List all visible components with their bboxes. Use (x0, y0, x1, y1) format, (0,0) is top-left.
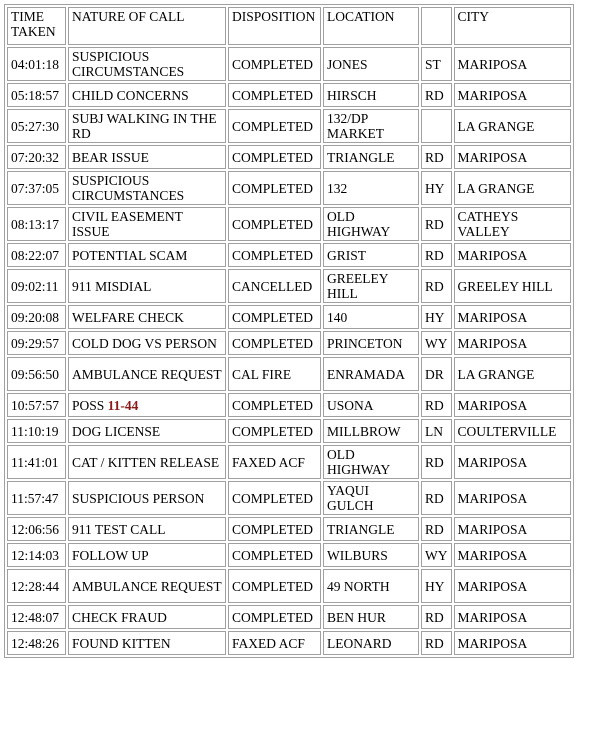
cell-disposition (228, 47, 321, 81)
cell-nature (68, 243, 226, 267)
cell-location-text: GRIST (327, 247, 367, 263)
cell-location (323, 243, 419, 267)
cell-city-text: MARIPOSA (457, 578, 528, 594)
cell-suffix (421, 445, 452, 479)
cell-disposition (228, 543, 321, 567)
cell-suffix-text: RD (425, 397, 444, 413)
cell-time-text: 11:41:01 (11, 454, 59, 470)
cell-suffix-text: HY (425, 578, 445, 594)
cell-suffix-text: RD (425, 87, 444, 103)
cell-nature (68, 331, 226, 355)
cell-time-text: 11:57:47 (11, 490, 59, 506)
table-row (7, 419, 571, 443)
cell-nature-text: AMBULANCE REQUEST (72, 578, 222, 594)
header-nature: NATURE OF CALL (68, 7, 226, 45)
cell-nature-text: CHILD CONCERNS (72, 87, 189, 103)
cell-nature-text: CAT / KITTEN RELEASE (72, 454, 220, 470)
cell-nature (68, 543, 226, 567)
cell-city (454, 631, 571, 655)
cell-nature-text: POSS (72, 397, 108, 413)
cell-time (7, 419, 66, 443)
cell-disposition (228, 243, 321, 267)
cell-disposition (228, 207, 321, 241)
cell-time (7, 569, 66, 603)
cell-suffix-text: WY (425, 335, 448, 351)
cell-suffix-text: RD (425, 635, 444, 651)
cell-city-text: MARIPOSA (457, 56, 528, 72)
cell-location-text: USONA (327, 397, 374, 413)
cell-time (7, 481, 66, 515)
cell-time (7, 305, 66, 329)
cell-city (454, 481, 571, 515)
call-log (4, 4, 574, 658)
cell-location-text: TRIANGLE (327, 149, 395, 165)
cell-nature (68, 419, 226, 443)
cell-location (323, 419, 419, 443)
cell-suffix (421, 145, 452, 169)
call-code: 11-44 (107, 397, 139, 413)
cell-nature (68, 269, 226, 303)
cell-time-text: 07:37:05 (11, 180, 60, 196)
cell-time-text: 12:48:26 (11, 635, 60, 651)
cell-time (7, 243, 66, 267)
cell-nature (68, 357, 226, 391)
table-row (7, 145, 571, 169)
cell-time (7, 631, 66, 655)
cell-nature (68, 517, 226, 541)
cell-time (7, 357, 66, 391)
cell-time (7, 445, 66, 479)
cell-city-text: MARIPOSA (457, 335, 528, 351)
header-disposition: DISPOSITION (228, 7, 321, 45)
cell-suffix (421, 331, 452, 355)
header-suffix (421, 7, 452, 45)
cell-disposition-text: COMPLETED (232, 397, 313, 413)
cell-location (323, 393, 419, 417)
table-row (7, 269, 571, 303)
cell-location-text: BEN HUR (327, 609, 386, 625)
cell-disposition (228, 145, 321, 169)
cell-location-text: 132/DP MARKET (327, 111, 384, 141)
cell-nature (68, 207, 226, 241)
cell-suffix (421, 419, 452, 443)
cell-location-text: LEONARD (327, 635, 392, 651)
table-row (7, 305, 571, 329)
cell-nature-text: SUSPICIOUS PERSON (72, 490, 205, 506)
cell-disposition-text: COMPLETED (232, 335, 313, 351)
cell-nature-text: CHECK FRAUD (72, 609, 167, 625)
table-row (7, 631, 571, 655)
cell-nature-text: POTENTIAL SCAM (72, 247, 188, 263)
cell-time-text: 04:01:18 (11, 56, 60, 72)
cell-time (7, 207, 66, 241)
cell-disposition (228, 569, 321, 603)
cell-disposition-text: COMPLETED (232, 180, 313, 196)
cell-time (7, 543, 66, 567)
cell-location-text: JONES (327, 56, 368, 72)
cell-location-text: OLD HIGHWAY (327, 209, 391, 239)
cell-nature-text: AMBULANCE REQUEST (72, 366, 222, 382)
cell-time-text: 08:22:07 (11, 247, 60, 263)
cell-city (454, 207, 571, 241)
cell-city (454, 331, 571, 355)
table-row (7, 243, 571, 267)
cell-suffix-text: DR (425, 366, 444, 382)
cell-disposition-text: COMPLETED (232, 309, 313, 325)
cell-time (7, 393, 66, 417)
cell-city-text: MARIPOSA (457, 309, 528, 325)
table-row (7, 569, 571, 603)
cell-time (7, 517, 66, 541)
cell-city (454, 605, 571, 629)
cell-disposition (228, 109, 321, 143)
header-time: TIME TAKEN (7, 7, 66, 45)
cell-disposition-text: CANCELLED (232, 278, 313, 294)
cell-location (323, 445, 419, 479)
cell-time-text: 05:18:57 (11, 87, 60, 103)
cell-suffix (421, 243, 452, 267)
cell-nature-text: SUBJ WALKING IN THE RD (72, 111, 217, 141)
cell-disposition (228, 269, 321, 303)
cell-suffix (421, 357, 452, 391)
cell-disposition-text: COMPLETED (232, 149, 313, 165)
cell-disposition (228, 305, 321, 329)
cell-location-text: OLD HIGHWAY (327, 447, 391, 477)
cell-nature (68, 481, 226, 515)
cell-city (454, 171, 571, 205)
cell-nature (68, 605, 226, 629)
cell-city-text: MARIPOSA (457, 490, 528, 506)
cell-location (323, 357, 419, 391)
cell-time-text: 09:02:11 (11, 278, 59, 294)
cell-suffix (421, 605, 452, 629)
cell-suffix-text: WY (425, 547, 448, 563)
cell-city (454, 393, 571, 417)
cell-suffix-text: RD (425, 278, 444, 294)
cell-nature-text: 911 MISDIAL (72, 278, 152, 294)
cell-location (323, 631, 419, 655)
cell-disposition-text: COMPLETED (232, 578, 313, 594)
cell-location (323, 145, 419, 169)
cell-location (323, 207, 419, 241)
cell-disposition-text: COMPLETED (232, 247, 313, 263)
cell-disposition-text: COMPLETED (232, 490, 313, 506)
cell-time-text: 09:56:50 (11, 366, 60, 382)
cell-location (323, 269, 419, 303)
table-row (7, 357, 571, 391)
cell-location (323, 569, 419, 603)
cell-city-text: MARIPOSA (457, 609, 528, 625)
cell-nature (68, 145, 226, 169)
cell-time-text: 07:20:32 (11, 149, 60, 165)
cell-nature (68, 305, 226, 329)
cell-time (7, 269, 66, 303)
cell-city-text: MARIPOSA (457, 454, 528, 470)
cell-nature-text: COLD DOG VS PERSON (72, 335, 217, 351)
table-row (7, 109, 571, 143)
cell-suffix-text: HY (425, 309, 445, 325)
cell-nature (68, 631, 226, 655)
cell-nature (68, 83, 226, 107)
cell-location-text: GREELEY HILL (327, 271, 388, 301)
cell-city-text: MARIPOSA (457, 149, 528, 165)
cell-location-text: MILLBROW (327, 423, 401, 439)
cell-location-text: YAQUI GULCH (327, 483, 374, 513)
cell-disposition-text: COMPLETED (232, 216, 313, 232)
cell-suffix (421, 543, 452, 567)
cell-disposition (228, 357, 321, 391)
cell-disposition (228, 419, 321, 443)
cell-disposition (228, 517, 321, 541)
cell-disposition (228, 605, 321, 629)
cell-time-text: 05:27:30 (11, 118, 60, 134)
cell-disposition-text: FAXED ACF (232, 454, 305, 470)
cell-city-text: COULTERVILLE (457, 423, 557, 439)
cell-location (323, 171, 419, 205)
cell-suffix-text: RD (425, 149, 444, 165)
cell-location-text: WILBURS (327, 547, 388, 563)
cell-time (7, 109, 66, 143)
cell-city-text: CATHEYS VALLEY (457, 209, 519, 239)
cell-nature-text: FOUND KITTEN (72, 635, 171, 651)
table-row (7, 605, 571, 629)
cell-location (323, 305, 419, 329)
cell-location (323, 517, 419, 541)
cell-suffix-text: RD (425, 521, 444, 537)
cell-disposition (228, 331, 321, 355)
cell-disposition-text: COMPLETED (232, 609, 313, 625)
cell-time-text: 11:10:19 (11, 423, 59, 439)
header-city: CITY (454, 7, 571, 45)
cell-time-text: 08:13:17 (11, 216, 60, 232)
cell-city (454, 357, 571, 391)
cell-suffix-text: RD (425, 247, 444, 263)
cell-suffix (421, 171, 452, 205)
cell-location (323, 605, 419, 629)
cell-disposition-text: COMPLETED (232, 118, 313, 134)
cell-nature-text: CIVIL EASEMENT ISSUE (72, 209, 183, 239)
cell-suffix (421, 631, 452, 655)
table-row (7, 207, 571, 241)
cell-suffix (421, 569, 452, 603)
cell-nature (68, 109, 226, 143)
cell-nature-text: 911 TEST CALL (72, 521, 166, 537)
cell-disposition-text: COMPLETED (232, 521, 313, 537)
cell-city (454, 543, 571, 567)
cell-suffix (421, 47, 452, 81)
cell-city (454, 419, 571, 443)
cell-time (7, 331, 66, 355)
cell-location (323, 47, 419, 81)
cell-nature-text: WELFARE CHECK (72, 309, 184, 325)
cell-time-text: 10:57:57 (11, 397, 60, 413)
cell-city (454, 47, 571, 81)
cell-time (7, 83, 66, 107)
cell-time-text: 09:29:57 (11, 335, 60, 351)
cell-suffix-text: RD (425, 490, 444, 506)
cell-suffix (421, 393, 452, 417)
cell-time (7, 171, 66, 205)
cell-time-text: 12:28:44 (11, 578, 60, 594)
cell-city (454, 145, 571, 169)
cell-city (454, 517, 571, 541)
cell-location-text: HIRSCH (327, 87, 377, 103)
cell-suffix-text: RD (425, 216, 444, 232)
cell-suffix-text: HY (425, 180, 445, 196)
cell-nature-text: SUSPICIOUS CIRCUMSTANCES (72, 173, 185, 203)
cell-suffix (421, 481, 452, 515)
cell-nature-text: DOG LICENSE (72, 423, 161, 439)
cell-suffix (421, 207, 452, 241)
call-log-table (4, 4, 574, 658)
cell-city (454, 269, 571, 303)
cell-time-text: 12:48:07 (11, 609, 60, 625)
table-row (7, 543, 571, 567)
table-row (7, 171, 571, 205)
cell-suffix-text: RD (425, 454, 444, 470)
cell-time-text: 09:20:08 (11, 309, 60, 325)
cell-city (454, 243, 571, 267)
cell-nature-text: SUSPICIOUS CIRCUMSTANCES (72, 49, 185, 79)
cell-nature (68, 393, 226, 417)
cell-city (454, 305, 571, 329)
table-row (7, 517, 571, 541)
table-row (7, 47, 571, 81)
cell-nature (68, 569, 226, 603)
cell-suffix-text: RD (425, 609, 444, 625)
cell-suffix (421, 269, 452, 303)
cell-time (7, 605, 66, 629)
cell-location-text: 132 (327, 180, 348, 196)
cell-disposition (228, 631, 321, 655)
header-row (7, 7, 571, 45)
cell-city-text: MARIPOSA (457, 247, 528, 263)
cell-location-text: 140 (327, 309, 348, 325)
cell-city-text: MARIPOSA (457, 547, 528, 563)
table-row (7, 331, 571, 355)
cell-city (454, 569, 571, 603)
cell-location-text: TRIANGLE (327, 521, 395, 537)
table-row (7, 481, 571, 515)
cell-location (323, 481, 419, 515)
cell-location-text: PRINCETON (327, 335, 403, 351)
cell-suffix (421, 305, 452, 329)
cell-nature-text: BEAR ISSUE (72, 149, 149, 165)
header-location: LOCATION (323, 7, 419, 45)
cell-location (323, 331, 419, 355)
cell-disposition-text: COMPLETED (232, 423, 313, 439)
cell-location (323, 83, 419, 107)
cell-disposition (228, 83, 321, 107)
cell-city-text: LA GRANGE (457, 180, 535, 196)
cell-city-text: MARIPOSA (457, 635, 528, 651)
cell-suffix (421, 109, 452, 143)
cell-suffix-text: ST (425, 56, 441, 72)
cell-city (454, 445, 571, 479)
cell-disposition-text: FAXED ACF (232, 635, 305, 651)
cell-disposition-text: COMPLETED (232, 56, 313, 72)
cell-suffix (421, 83, 452, 107)
table-row (7, 393, 571, 417)
cell-city-text: LA GRANGE (457, 366, 535, 382)
cell-time (7, 47, 66, 81)
cell-disposition-text: COMPLETED (232, 547, 313, 563)
cell-disposition-text: CAL FIRE (232, 366, 292, 382)
cell-disposition (228, 393, 321, 417)
cell-time (7, 145, 66, 169)
cell-city-text: MARIPOSA (457, 87, 528, 103)
cell-location-text: 49 NORTH (327, 578, 390, 594)
cell-time-text: 12:14:03 (11, 547, 60, 563)
cell-nature-text: FOLLOW UP (72, 547, 149, 563)
cell-city (454, 83, 571, 107)
cell-disposition (228, 445, 321, 479)
table-row (7, 83, 571, 107)
cell-location (323, 543, 419, 567)
cell-nature (68, 171, 226, 205)
cell-city-text: MARIPOSA (457, 397, 528, 413)
cell-suffix (421, 517, 452, 541)
cell-time-text: 12:06:56 (11, 521, 60, 537)
cell-nature (68, 445, 226, 479)
cell-disposition (228, 171, 321, 205)
cell-disposition-text: COMPLETED (232, 87, 313, 103)
cell-city-text: LA GRANGE (457, 118, 535, 134)
cell-suffix-text: LN (425, 423, 443, 439)
cell-location (323, 109, 419, 143)
cell-location-text: ENRAMADA (327, 366, 406, 382)
cell-city-text: GREELEY HILL (457, 278, 553, 294)
cell-city (454, 109, 571, 143)
table-row (7, 445, 571, 479)
cell-disposition (228, 481, 321, 515)
cell-city-text: MARIPOSA (457, 521, 528, 537)
cell-nature (68, 47, 226, 81)
